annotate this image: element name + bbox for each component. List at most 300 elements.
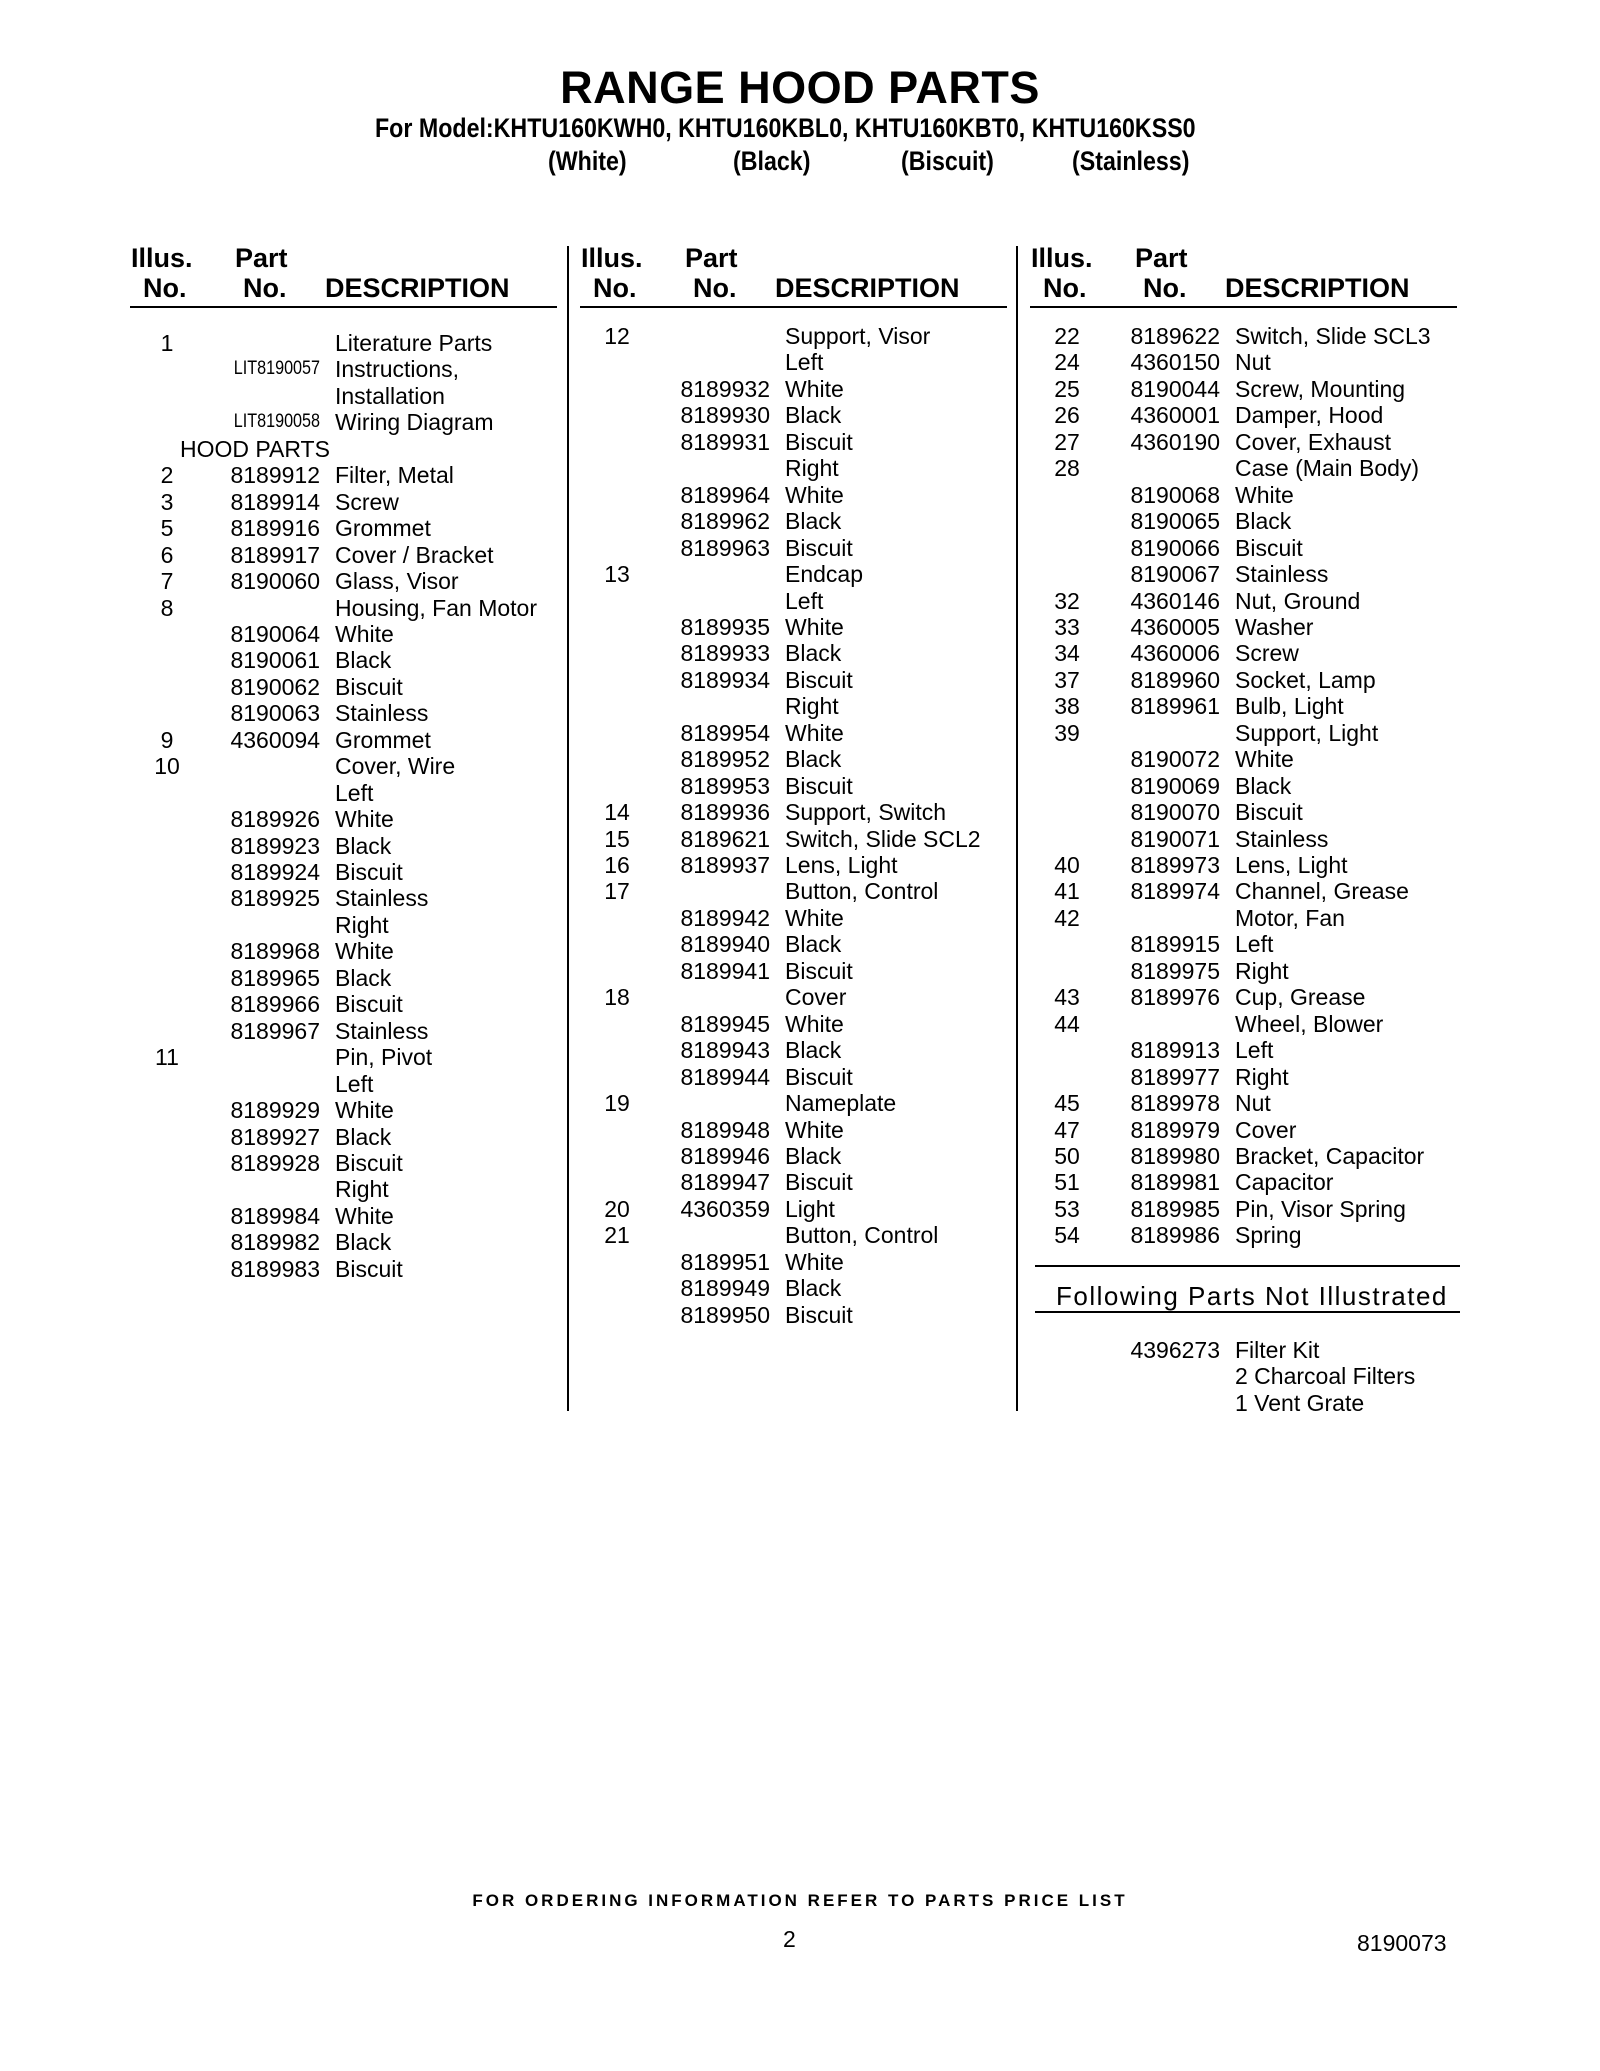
- header-part-no: No.: [1143, 273, 1187, 303]
- part-description: Button, Control: [785, 1222, 939, 1249]
- part-description: White: [785, 613, 844, 640]
- part-description: Biscuit: [335, 673, 403, 700]
- illus-number: 1: [160, 330, 174, 356]
- part-description: Black: [785, 931, 842, 958]
- part-description: Switch, Slide SCL2: [785, 825, 981, 852]
- parts-row: [580, 878, 1010, 904]
- part-description: Biscuit: [785, 1063, 853, 1090]
- part-description: Bulb, Light: [1235, 693, 1344, 720]
- part-number: 8189924: [230, 859, 320, 885]
- part-description: Case (Main Body): [1235, 455, 1420, 482]
- part-description: Light: [785, 1195, 835, 1222]
- part-description: Biscuit: [1235, 534, 1303, 561]
- part-description: Stainless: [335, 1017, 429, 1044]
- part-number: 4360005: [1130, 613, 1220, 640]
- part-number: 8190067: [1130, 561, 1220, 588]
- part-description: Cup, Grease: [1235, 984, 1366, 1011]
- part-description: Grommet: [335, 515, 431, 542]
- parts-row: [1030, 1196, 1460, 1222]
- parts-row: [130, 383, 560, 409]
- parts-row: [130, 991, 560, 1017]
- part-number: 8190060: [230, 568, 320, 595]
- part-number: 8190061: [230, 647, 320, 674]
- part-description: White: [785, 481, 844, 508]
- header-description: DESCRIPTION: [775, 273, 960, 303]
- part-number: 8189945: [680, 1010, 770, 1037]
- parts-row: [1030, 826, 1460, 852]
- column-divider: [567, 246, 569, 1411]
- part-number: 8189933: [680, 640, 770, 667]
- section-heading: HOOD PARTS: [180, 435, 330, 462]
- parts-row: [1030, 1337, 1460, 1363]
- illus-number: 5: [160, 515, 174, 542]
- part-description: 1 Vent Grate: [1235, 1389, 1365, 1416]
- part-number: 8189984: [230, 1202, 320, 1229]
- part-number: 8189985: [1130, 1195, 1220, 1222]
- part-description: Biscuit: [785, 1169, 853, 1196]
- part-description: White: [785, 375, 844, 402]
- illus-number: 39: [1054, 719, 1080, 746]
- part-number: 8189936: [680, 799, 770, 826]
- part-number: 8189980: [1130, 1142, 1220, 1169]
- parts-row: [1030, 455, 1460, 481]
- part-number: 8189986: [1130, 1222, 1220, 1249]
- header-illus-no: No.: [1043, 273, 1087, 303]
- parts-row: [580, 455, 1010, 481]
- illus-number: 54: [1054, 1222, 1080, 1249]
- part-description: Support, Switch: [785, 799, 947, 826]
- parts-row: [1030, 482, 1460, 508]
- part-number: 8189953: [680, 772, 770, 799]
- part-description: Black: [1235, 772, 1292, 799]
- part-number: 8189916: [230, 515, 320, 542]
- part-description: Bracket, Capacitor: [1235, 1142, 1425, 1169]
- part-number: 8189975: [1130, 957, 1220, 984]
- illus-number: 11: [155, 1044, 179, 1071]
- part-description: Lens, Light: [785, 852, 898, 878]
- illus-number: 32: [1054, 587, 1080, 614]
- illus-number: 12: [604, 323, 630, 349]
- header-illus-no: No.: [143, 273, 187, 303]
- illus-number: 45: [1054, 1090, 1080, 1117]
- part-number: 8189979: [1130, 1116, 1220, 1143]
- parts-row: [1030, 693, 1460, 719]
- part-number: 8189931: [680, 428, 770, 455]
- part-description: Black: [785, 640, 842, 667]
- part-description: Black: [785, 508, 842, 535]
- part-description: Socket, Lamp: [1235, 666, 1376, 693]
- illus-number: 15: [604, 825, 630, 852]
- part-number: 8189973: [1130, 852, 1220, 878]
- header-part: Part: [235, 243, 288, 273]
- header-part-no: No.: [693, 273, 737, 303]
- parts-row: [580, 931, 1010, 957]
- part-description: Biscuit: [785, 772, 853, 799]
- part-description: Biscuit: [1235, 799, 1303, 826]
- illus-number: 33: [1054, 613, 1080, 640]
- part-description: Filter, Metal: [335, 462, 454, 489]
- part-number: 8189943: [680, 1037, 770, 1064]
- parts-row: [130, 1176, 560, 1202]
- part-number: 8189937: [680, 852, 770, 878]
- parts-row: [130, 409, 560, 435]
- parts-row: [130, 912, 560, 938]
- illus-number: 47: [1054, 1116, 1080, 1143]
- illus-number: 25: [1054, 375, 1080, 402]
- part-number: 8189941: [680, 957, 770, 984]
- part-number: 8189948: [680, 1116, 770, 1143]
- parts-row: [580, 1222, 1010, 1248]
- parts-row: [1030, 878, 1460, 904]
- illus-number: 6: [160, 541, 174, 568]
- parts-row: [130, 1150, 560, 1176]
- part-number: 8190044: [1130, 375, 1220, 402]
- part-number: 8189951: [680, 1248, 770, 1275]
- part-number: 8189949: [680, 1275, 770, 1302]
- part-description: Button, Control: [785, 878, 939, 905]
- part-number: 8189967: [230, 1017, 320, 1044]
- parts-row: [1030, 614, 1460, 640]
- part-number: 8190072: [1130, 746, 1220, 773]
- part-number: 8189981: [1130, 1169, 1220, 1196]
- illus-number: 24: [1054, 349, 1080, 376]
- part-number: 8189982: [230, 1229, 320, 1256]
- parts-row: [130, 1203, 560, 1229]
- color-label-biscuit: (Biscuit): [901, 146, 994, 176]
- illus-number: 38: [1054, 693, 1080, 720]
- part-number: 8189950: [680, 1301, 770, 1328]
- part-number: 8190062: [230, 673, 320, 700]
- parts-row: [580, 1275, 1010, 1301]
- part-description: Biscuit: [785, 534, 853, 561]
- part-number: 8190065: [1130, 508, 1220, 535]
- part-number: 8189946: [680, 1142, 770, 1169]
- part-description: Glass, Visor: [335, 568, 459, 595]
- parts-row: [1030, 1390, 1460, 1416]
- part-description: Washer: [1235, 613, 1314, 640]
- parts-row: [580, 376, 1010, 402]
- part-description: Housing, Fan Motor: [335, 594, 537, 621]
- parts-row: [130, 595, 560, 621]
- parts-row: [1030, 1064, 1460, 1090]
- part-description: Literature Parts: [335, 330, 493, 356]
- parts-row: [580, 746, 1010, 772]
- parts-row: [580, 1011, 1010, 1037]
- parts-row: [1030, 773, 1460, 799]
- illus-number: 51: [1054, 1169, 1080, 1196]
- part-description: Cover: [785, 984, 847, 1011]
- parts-row: [130, 806, 560, 832]
- header-description: DESCRIPTION: [325, 273, 510, 303]
- color-label-stainless: (Stainless): [1072, 146, 1190, 176]
- part-description: White: [785, 1010, 844, 1037]
- illus-number: 50: [1054, 1142, 1080, 1169]
- parts-row: [130, 1044, 560, 1070]
- parts-row: [1030, 720, 1460, 746]
- illus-number: 44: [1054, 1010, 1080, 1037]
- parts-row: [580, 1090, 1010, 1116]
- illus-number: 17: [604, 878, 630, 905]
- parts-row: [580, 482, 1010, 508]
- part-number: 8189622: [1130, 323, 1220, 349]
- parts-row: [1030, 508, 1460, 534]
- parts-row: [1030, 667, 1460, 693]
- part-description: Grommet: [335, 726, 431, 753]
- part-description: Black: [335, 964, 392, 991]
- part-description: Pin, Visor Spring: [1235, 1195, 1406, 1222]
- part-number: 8190071: [1130, 825, 1220, 852]
- parts-row: [580, 614, 1010, 640]
- parts-row: [1030, 1037, 1460, 1063]
- illus-number: 53: [1054, 1195, 1080, 1222]
- part-description: Black: [785, 1142, 842, 1169]
- part-number: 8189976: [1130, 984, 1220, 1011]
- parts-row: [1030, 984, 1460, 1010]
- part-description: Left: [1235, 1037, 1274, 1064]
- parts-row: [130, 833, 560, 859]
- parts-row: [580, 349, 1010, 375]
- part-description: Black: [785, 402, 842, 429]
- illus-number: 40: [1054, 852, 1080, 878]
- part-description: Black: [335, 832, 392, 859]
- illus-number: 27: [1054, 428, 1080, 455]
- part-description: Right: [335, 911, 389, 938]
- header-illus: Illus.: [581, 243, 643, 273]
- header-rule: [1030, 306, 1457, 308]
- part-description: Stainless: [335, 885, 429, 912]
- part-number: 8189968: [230, 938, 320, 965]
- part-description: Cover, Exhaust: [1235, 428, 1391, 455]
- parts-row: [130, 674, 560, 700]
- part-description: Stainless: [1235, 825, 1329, 852]
- part-number: 8189947: [680, 1169, 770, 1196]
- part-description: White: [785, 1116, 844, 1143]
- part-description: White: [335, 1202, 394, 1229]
- parts-row: [580, 799, 1010, 825]
- part-number: 8189964: [680, 481, 770, 508]
- part-number: 8189942: [680, 904, 770, 931]
- parts-row: [130, 700, 560, 726]
- parts-row: [580, 588, 1010, 614]
- parts-row: [1030, 799, 1460, 825]
- parts-row: [580, 1064, 1010, 1090]
- part-number: 8189965: [230, 964, 320, 991]
- parts-row: [130, 1124, 560, 1150]
- illus-number: 14: [604, 799, 630, 826]
- parts-row: [130, 753, 560, 779]
- part-description: Filter Kit: [1235, 1337, 1320, 1363]
- parts-row: [130, 1229, 560, 1255]
- document-number: 8190073: [1357, 1930, 1447, 1956]
- parts-row: [1030, 402, 1460, 428]
- parts-row: [580, 323, 1010, 349]
- illus-number: 43: [1054, 984, 1080, 1011]
- part-description: Spring: [1235, 1222, 1302, 1249]
- header-part-no: No.: [243, 273, 287, 303]
- parts-row: [580, 720, 1010, 746]
- column-divider: [1016, 246, 1018, 1411]
- parts-row: [580, 667, 1010, 693]
- part-number: 8189923: [230, 832, 320, 859]
- parts-row: [130, 859, 560, 885]
- part-description: Biscuit: [335, 859, 403, 885]
- part-number: 8189926: [230, 806, 320, 833]
- part-description: Right: [1235, 1063, 1289, 1090]
- part-description: Wiring Diagram: [335, 409, 494, 436]
- part-number: 4360190: [1130, 428, 1220, 455]
- parts-row: [1030, 429, 1460, 455]
- page-title: RANGE HOOD PARTS: [560, 62, 1040, 113]
- parts-row: [130, 885, 560, 911]
- parts-row: [130, 1256, 560, 1282]
- part-description: Left: [785, 587, 824, 614]
- parts-row: [130, 965, 560, 991]
- part-description: Biscuit: [335, 991, 403, 1018]
- part-number: 8189977: [1130, 1063, 1220, 1090]
- part-number: 4360150: [1130, 349, 1220, 376]
- parts-row: [580, 773, 1010, 799]
- illus-number: 19: [604, 1090, 630, 1117]
- parts-row: [1030, 323, 1460, 349]
- part-description: 2 Charcoal Filters: [1235, 1363, 1416, 1390]
- part-description: Lens, Light: [1235, 852, 1348, 878]
- header-illus: Illus.: [1031, 243, 1093, 273]
- part-number: 4360359: [680, 1195, 770, 1222]
- parts-row: [130, 621, 560, 647]
- part-number: 8189954: [680, 719, 770, 746]
- part-description: Biscuit: [785, 428, 853, 455]
- part-number: 8190063: [230, 700, 320, 727]
- illus-number: 21: [604, 1222, 630, 1249]
- part-description: White: [335, 806, 394, 833]
- part-number: 8189912: [230, 462, 320, 489]
- illus-number: 13: [604, 561, 630, 588]
- color-label-white: (White): [548, 146, 627, 176]
- part-description: Nut, Ground: [1235, 587, 1361, 614]
- parts-row: [1030, 958, 1460, 984]
- part-description: Right: [785, 693, 839, 720]
- parts-row: [580, 1196, 1010, 1222]
- illus-number: 10: [154, 753, 180, 780]
- part-description: Cover / Bracket: [335, 541, 494, 568]
- parts-row: [580, 905, 1010, 931]
- part-number: 8189935: [680, 613, 770, 640]
- header-rule: [580, 306, 1007, 308]
- part-number: 8189915: [1130, 931, 1220, 958]
- parts-row: [1030, 1011, 1460, 1037]
- parts-row: [1030, 905, 1460, 931]
- part-description: Biscuit: [335, 1255, 403, 1282]
- color-label-black: (Black): [733, 146, 811, 176]
- parts-row: [580, 1169, 1010, 1195]
- part-number: 8189932: [680, 375, 770, 402]
- part-description: Black: [335, 1229, 392, 1256]
- part-number: 8189974: [1130, 878, 1220, 905]
- part-number: 8189966: [230, 991, 320, 1018]
- parts-row: [130, 489, 560, 515]
- parts-row: [1030, 640, 1460, 666]
- part-description: Black: [1235, 508, 1292, 535]
- illus-number: 18: [604, 984, 630, 1011]
- parts-row: [1030, 535, 1460, 561]
- parts-row: [1030, 561, 1460, 587]
- parts-row: [580, 1037, 1010, 1063]
- parts-row: [130, 780, 560, 806]
- parts-row: [1030, 931, 1460, 957]
- parts-row: [1030, 746, 1460, 772]
- part-description: Biscuit: [335, 1149, 403, 1176]
- parts-row: [1030, 852, 1460, 878]
- parts-row: [130, 1071, 560, 1097]
- part-description: White: [335, 620, 394, 647]
- part-description: Right: [335, 1176, 389, 1203]
- part-description: Support, Light: [1235, 719, 1379, 746]
- part-description: Channel, Grease: [1235, 878, 1409, 905]
- part-number: 8189962: [680, 508, 770, 535]
- part-description: Stainless: [1235, 561, 1329, 588]
- part-number: 8189961: [1130, 693, 1220, 720]
- parts-row: [580, 429, 1010, 455]
- parts-row: [1030, 1143, 1460, 1169]
- part-description: Damper, Hood: [1235, 402, 1384, 429]
- illus-number: 41: [1054, 878, 1080, 905]
- part-description: Switch, Slide SCL3: [1235, 323, 1431, 349]
- part-description: Biscuit: [785, 1301, 853, 1328]
- part-number: 8189983: [230, 1255, 320, 1282]
- illus-number: 28: [1054, 455, 1080, 482]
- part-number: 8189621: [680, 825, 770, 852]
- parts-row: [130, 1097, 560, 1123]
- part-description: Black: [335, 1123, 392, 1150]
- part-number: 8189944: [680, 1063, 770, 1090]
- parts-row: [130, 462, 560, 488]
- part-number: 4360006: [1130, 640, 1220, 667]
- part-description: Left: [1235, 931, 1274, 958]
- part-number: 8190070: [1130, 799, 1220, 826]
- part-description: Nut: [1235, 349, 1271, 376]
- parts-row: [580, 640, 1010, 666]
- parts-row: [1030, 1222, 1460, 1248]
- parts-row: [580, 535, 1010, 561]
- header-description: DESCRIPTION: [1225, 273, 1410, 303]
- illus-number: 42: [1054, 904, 1080, 931]
- part-number: 8189925: [230, 885, 320, 912]
- illus-number: 20: [604, 1195, 630, 1222]
- part-description: White: [335, 1097, 394, 1124]
- parts-row: [130, 647, 560, 673]
- part-description: Screw, Mounting: [1235, 375, 1406, 402]
- illus-number: 9: [160, 726, 174, 753]
- not-illustrated-rule-bottom: [1035, 1311, 1460, 1313]
- part-number: LIT8190058: [233, 411, 320, 433]
- illus-number: 34: [1054, 640, 1080, 667]
- part-description: Installation: [335, 382, 445, 409]
- parts-row: [580, 852, 1010, 878]
- parts-row: [1030, 1117, 1460, 1143]
- illus-number: 2: [160, 462, 174, 489]
- parts-row: [130, 568, 560, 594]
- part-number: 4396273: [1130, 1337, 1220, 1363]
- part-description: Black: [335, 647, 392, 674]
- part-number: 8189952: [680, 746, 770, 773]
- part-description: White: [335, 938, 394, 965]
- part-number: 8190069: [1130, 772, 1220, 799]
- part-number: 8189929: [230, 1097, 320, 1124]
- header-illus: Illus.: [131, 243, 193, 273]
- part-description: Biscuit: [785, 957, 853, 984]
- not-illustrated-rule-top: [1035, 1265, 1460, 1267]
- part-number: 8189963: [680, 534, 770, 561]
